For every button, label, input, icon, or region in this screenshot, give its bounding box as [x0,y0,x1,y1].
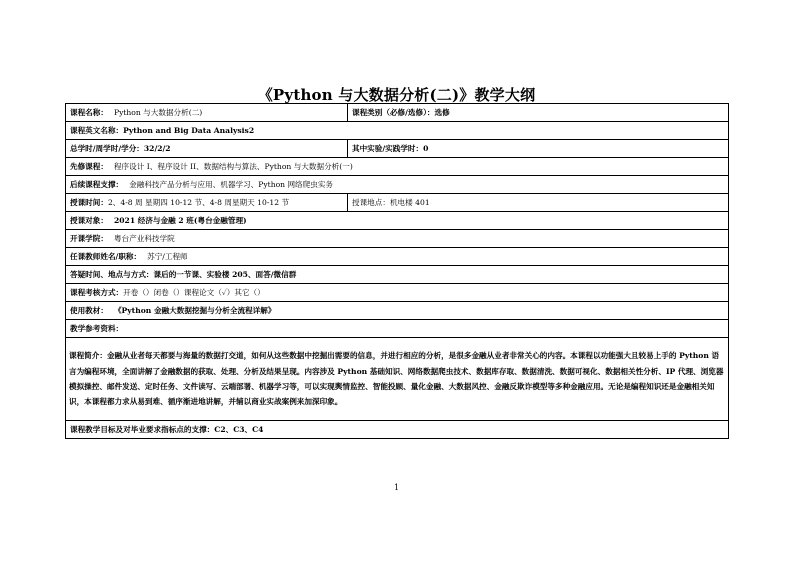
intro-value: 金融从业者每天都要与海量的数据打交道，如何从这些数据中挖掘出需要的信息，并进行相应的分析，是很多金融从业者非常关心的内容。本课程以功能强大且较易上手的 Python 语言为编程环境，全面讲解了金融数据的获取、处理、分析及结果呈现。内容涉及 Python 基础知识、网络数据爬虫技术、数据库存取、数据清洗、数据可视化、数据相关性分析、IP 代理、浏览器模拟操控、邮件发送、定时任务、文件读写、云端部署、机器学习等，可以实现舆情监控、智能投顾、量化金融、大数据风控、金融反欺诈模型等多种金融应用。无论是编程知识还是金融相关知识，本课程都力求从易到难、循序渐进地讲解，并辅以商业实战案例来加深印象。 [69,351,724,407]
row-course-name [66,104,729,122]
row-objectives [66,421,729,439]
exam-option-open: 开卷（） [123,287,154,297]
row-time [66,194,729,212]
exam-option-closed: 闭卷（） [153,287,184,297]
prereq-cell [66,158,729,176]
followup-label: 后续课程支撑： [70,179,124,189]
lab-hours-value: 0 [423,143,429,153]
row-college [66,230,729,248]
lab-hours-cell [348,140,729,158]
place-label: 授课地点： [352,197,390,207]
followup-cell [66,176,729,194]
audience-cell [66,212,729,230]
row-english-name [66,122,729,140]
english-name-label: 课程英文名称： [70,125,124,135]
time-label: 授课时间： [70,197,108,207]
audience-value: 2021 经济与金融 2 班(粤台金融管理) [113,215,247,225]
hours-cell [66,140,348,158]
row-hours [66,140,729,158]
references-cell [66,320,729,338]
row-followup [66,176,729,194]
place-value: 机电楼 401 [389,197,430,207]
college-value: 粤台产业科技学院 [113,233,175,243]
course-name-label: 课程名称： [70,107,108,117]
lab-hours-label: 其中实验/实践学时： [352,143,424,153]
hours-value: 32/2/2 [143,143,171,153]
intro-label: 课程简介： [69,351,107,361]
course-type-label: 课程类别（必修/选修）： [352,107,435,117]
syllabus-table [65,103,729,439]
row-teacher [66,248,729,266]
objectives-label: 课程教学目标及对毕业要求指标点的支撑： [70,424,215,434]
teacher-cell [66,248,729,266]
page-number: 1 [393,483,400,492]
place-cell [348,194,729,212]
english-name-cell [66,122,729,140]
objectives-cell [66,421,729,439]
exam-label: 课程考核方式： [70,287,124,297]
course-name-value: Python 与大数据分析(二) [113,107,203,117]
prereq-label: 先修课程： [70,161,108,171]
course-name-cell [66,104,348,122]
teacher-label: 任课教师姓名/职称： [70,251,142,261]
qa-label: 答疑时间、地点与方式： [70,269,154,279]
audience-label: 授课对象： [70,215,108,225]
time-cell [66,194,348,212]
english-name-value: Python and Big Data Analysis2 [123,125,255,135]
exam-cell [66,284,729,302]
prereq-value: 程序设计 I、程序设计 II、数据结构与算法、Python 与大数据分析(一) [113,161,353,171]
textbook-label: 使用教材： [70,305,108,315]
textbook-value: 《Python 金融大数据挖掘与分析全流程详解》 [113,305,276,315]
college-cell [66,230,729,248]
exam-option-other: 其它（） [234,287,265,297]
page-title: 《Python 与大数据分析(二)》教学大纲 [257,86,536,104]
course-type-value: 选修 [434,107,450,117]
followup-value: 金融科技产品分析与应用、机器学习、Python 网络爬虫实务 [129,179,334,189]
exam-option-paper: 课程论文（✓） [183,287,235,297]
qa-cell [66,266,729,284]
intro-cell [66,338,729,421]
qa-value: 课后的一节课、实验楼 205、面答/微信群 [153,269,297,279]
textbook-cell [66,302,729,320]
row-qa [66,266,729,284]
row-references [66,320,729,338]
college-label: 开课学院： [70,233,108,243]
time-value: 2、4-8 周 星期四 10-12 节、4-8 周星期天 10-12 节 [107,197,290,207]
references-label: 教学参考资料： [70,323,124,333]
objectives-value: C2、C3、C4 [214,424,264,434]
row-exam [66,284,729,302]
row-textbook [66,302,729,320]
course-type-cell [348,104,729,122]
row-audience [66,212,729,230]
row-intro [66,338,729,421]
teacher-value: 苏宁/工程师 [147,251,188,261]
hours-label: 总学时/周学时/学分： [70,143,144,153]
row-prereq [66,158,729,176]
